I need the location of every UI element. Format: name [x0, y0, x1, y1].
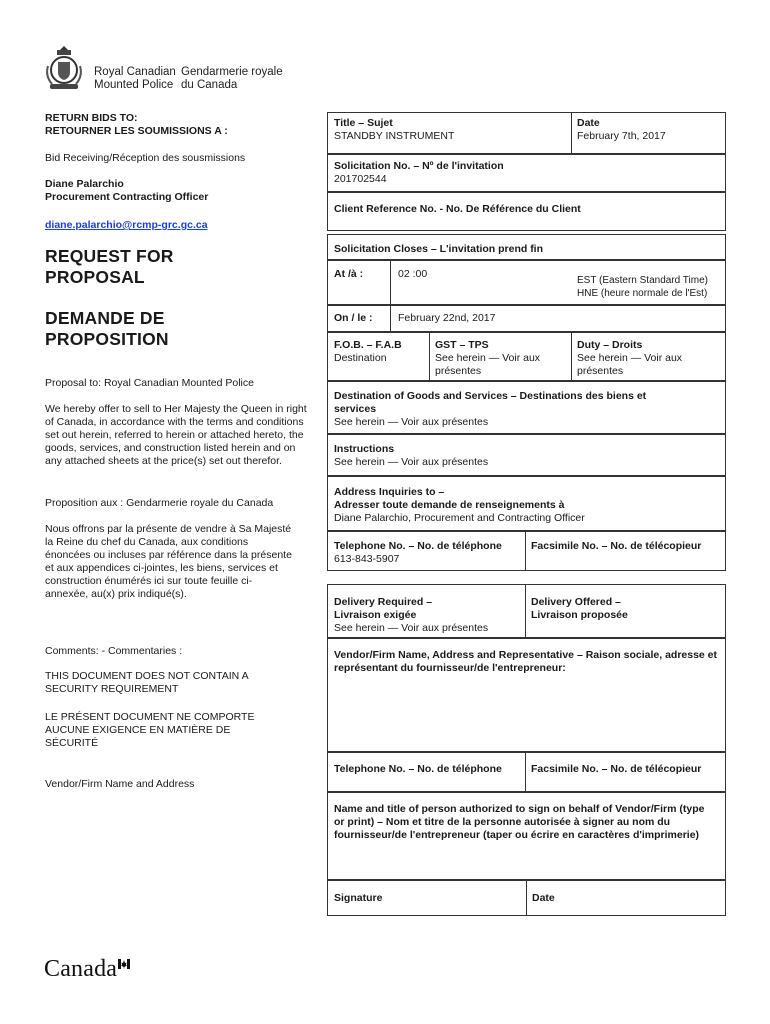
solicitation-closes-box: Solicitation Closes – L'invitation prend fin	[327, 234, 726, 260]
signature-field[interactable]: Signature	[334, 892, 383, 904]
fob-field: F.O.B. – F.A.B Destination	[334, 339, 402, 364]
date-field: Date February 7th, 2017	[577, 117, 666, 142]
closing-time-value: 02 :00	[398, 268, 428, 280]
address-inquiries-box: Address Inquiries to – Adresser toute demande de renseignements à Diane Palarchio, Procurement and Contracting Officer	[327, 476, 726, 531]
vendor-phone-fax-box	[327, 752, 726, 792]
vendor-fax-field[interactable]: Facsimile No. – No. de télécopieur	[531, 763, 702, 775]
timezone-note: EST (Eastern Standard Time) HNE (heure normale de l'Est)	[577, 275, 708, 299]
instructions-box: Instructions See herein — Voir aux présentes	[327, 434, 726, 476]
duty-field: Duty – Droits See herein — Voir aux présentes	[577, 339, 683, 377]
authorized-signatory-box[interactable]: Name and title of person authorized to sign on behalf of Vendor/Firm (type or print) – Nom et titre de la personne autorisée à signer au nom du fournisseur/de l'entrepreneur (taper ou écrire en caractères d'imprimerie)	[327, 792, 726, 880]
delivery-box	[327, 584, 726, 638]
canada-flag-icon	[118, 959, 130, 969]
vendor-name-address-label: Vendor/Firm Name and Address	[45, 778, 195, 790]
telephone-field: Telephone No. – No. de téléphone 613-843-5907	[334, 540, 502, 565]
vendor-details-box[interactable]: Vendor/Firm Name, Address and Representative – Raison sociale, adresse et représentant du fournisseur/de l'entrepreneur:	[327, 638, 726, 752]
proposal-to-fr: Proposition aux : Gendarmerie royale du Canada	[45, 497, 274, 509]
canada-wordmark: Canada	[44, 956, 130, 983]
proposal-to-en: Proposal to: Royal Canadian Mounted Police	[45, 377, 254, 389]
title-date-box	[327, 112, 726, 154]
destination-box: Destination of Goods and Services – Destinations des biens et services See herein — Voir aux présentes	[327, 381, 726, 434]
vendor-telephone-field[interactable]: Telephone No. – No. de téléphone	[334, 763, 502, 775]
security-statement-fr: LE PRÉSENT DOCUMENT NE COMPORTE AUCUNE EXIGENCE EN MATIÈRE DE SÉCURITÉ	[45, 711, 255, 749]
fax-field: Facsimile No. – No. de télécopieur	[531, 540, 702, 552]
delivery-required-field: Delivery Required – Livraison exigée See herein — Voir aux présentes	[334, 596, 489, 634]
org-name-en: Royal Canadian Mounted Police	[94, 66, 176, 91]
org-name-fr: Gendarmerie royale du Canada	[181, 66, 283, 91]
gst-field: GST – TPS See herein — Voir aux présentes	[435, 339, 541, 377]
closing-date-value: February 22nd, 2017	[398, 312, 496, 324]
offer-text-fr: Nous offrons par la présente de vendre à Sa Majesté la Reine du chef du Canada, aux conditions énoncées ou incluses par référence dans la présente et aux appendices ci-jointes, les biens, services et construction énumérés ici sur toute feuille ci-annexée, au(x) prix indiqué(s).	[45, 523, 292, 600]
rcmp-crest-icon	[42, 44, 86, 92]
signature-date-field[interactable]: Date	[532, 892, 555, 904]
closing-date-box: On / le : February 22nd, 2017	[327, 305, 726, 332]
rfp-title-en: REQUEST FOR PROPOSAL	[45, 246, 174, 287]
client-reference-box: Client Reference No. - No. De Référence du Client	[327, 192, 726, 231]
closing-time-box: At /à : 02 :00 EST (Eastern Standard Time) HNE (heure normale de l'Est)	[327, 260, 726, 305]
comments-label: Comments: - Commentaries :	[45, 645, 183, 657]
contact-email-link[interactable]: diane.palarchio@rcmp-grc.gc.ca	[45, 219, 208, 231]
bid-receiving: Bid Receiving/Réception des sousmissions	[45, 152, 246, 164]
security-statement-en: THIS DOCUMENT DOES NOT CONTAIN A SECURITY REQUIREMENT	[45, 670, 249, 695]
title-field: Title – Sujet STANDBY INSTRUMENT	[334, 117, 455, 142]
contact-block: Diane Palarchio Procurement Contracting Officer	[45, 178, 209, 203]
offer-text-en: We hereby offer to sell to Her Majesty the Queen in right of Canada, in accordance with the terms and conditions set out herein, referred to herein or attached hereto, the goods, services, and construction listed herein and on any attached sheets at the price(s) set out therefor.	[45, 403, 307, 467]
signature-date-box	[327, 880, 726, 916]
contact-phone-fax-box	[327, 531, 726, 571]
return-bids-heading: RETURN BIDS TO: RETOURNER LES SOUMISSIONS A :	[45, 112, 228, 137]
delivery-offered-field[interactable]: Delivery Offered – Livraison proposée	[531, 596, 628, 621]
fob-gst-duty-box	[327, 332, 726, 381]
solicitation-number-box: Solicitation No. – Nº de l'invitation 201702544	[327, 154, 726, 192]
rfp-title-fr: DEMANDE DE PROPOSITION	[45, 308, 169, 349]
